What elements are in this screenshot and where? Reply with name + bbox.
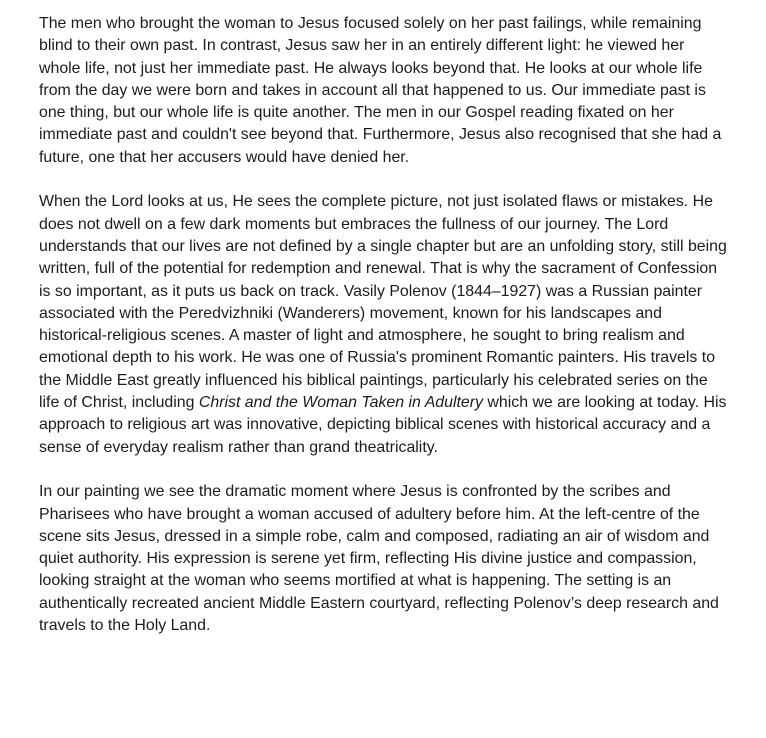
paragraph-text: When the Lord looks at us, He sees the complete picture, not just isolated flaws or mistakes. He does not dwell on a few dark moments but embraces the fullness of our journey. The Lord understands that our lives are not defined by a single chapter but are an unfolding story, still being written, full of the potential for redemption and renewal. That is why the sacrament of Confession is so important, as it puts us back on track. Vasily Polenov (1844–1927) was a Russian painter associated with the Peredvizhniki (Wanderers) movement, known for his landscapes and historical-religious scenes. A master of light and atmosphere, he sought to bring realism and emotional depth to his work. He was one of Russia's prominent Romantic painters. His travels to the Middle East greatly influenced his biblical paintings, particularly his celebrated series on the life of Christ, including [39,193,727,412]
painting-title: Christ and the Woman Taken in Adultery [198,394,483,412]
paragraph-painting-description [39,481,729,637]
article-body [39,13,729,660]
paragraph-past-failings [39,13,729,169]
paragraph-polenov [39,191,729,459]
paragraph-text: which we are looking at today. His approach to religious art was innovative, depicting biblical scenes with historical accuracy and a sense of everyday realism rather than grand theatricality. [39,394,727,456]
paragraph-text: In our painting we see the dramatic moment where Jesus is confronted by the scribes and Pharisees who have brought a woman accused of adultery before him. At the left-centre of the scene sits Jesus, dressed in a simple robe, calm and composed, radiating an air of wisdom and quiet authority. His expression is serene yet firm, reflecting His divine justice and compassion, looking straight at the woman who seems mortified at what is happening. The setting is an authentically recreated ancient Middle Eastern courtyard, reflecting Polenov’s deep research and travels to the Holy Land. [39,483,719,635]
paragraph-text: The men who brought the woman to Jesus focused solely on her past failings, while remaining blind to their own past. In contrast, Jesus saw her in an entirely different light: he viewed her whole life, not just her immediate past. He always looks beyond that. He looks at our whole life from the day we were born and takes in account all that happened to us. Our immediate past is one thing, but our whole life is quite another. The men in our Gospel reading fixated on her immediate past and couldn't see beyond that. Furthermore, Jesus also recognised that she had a future, one that her accusers would have denied her. [39,15,722,166]
